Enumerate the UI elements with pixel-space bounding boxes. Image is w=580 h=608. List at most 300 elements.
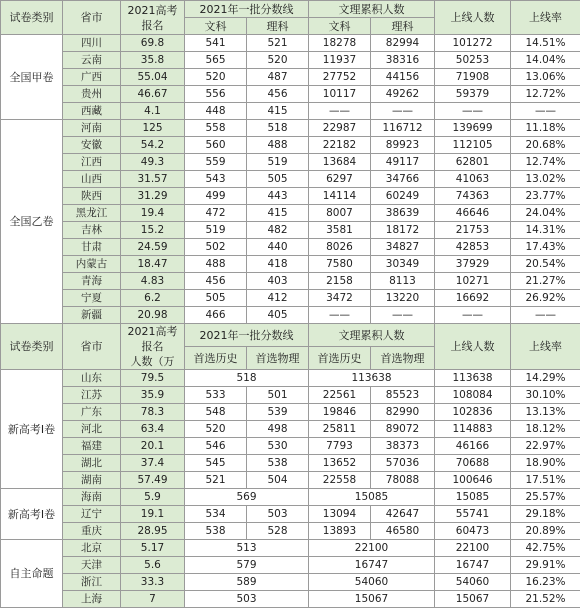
signup-cell: 69.8 xyxy=(121,35,185,52)
admitted-cell: 139699 xyxy=(435,120,511,137)
cutoff-wen-cell: 520 xyxy=(185,69,247,86)
header2-signup-line: 人数（万 xyxy=(121,354,184,369)
cum-li-cell: 49262 xyxy=(371,86,435,103)
province-cell: 北京 xyxy=(63,540,121,557)
cum-hist-cell: 22558 xyxy=(309,472,371,489)
cutoff-li-cell: 418 xyxy=(247,256,309,273)
table-row xyxy=(1,421,580,438)
signup-cell: 15.2 xyxy=(121,222,185,239)
rate-cell: 20.68% xyxy=(511,137,580,154)
cutoff-hist-cell: 545 xyxy=(185,455,247,472)
cutoff-hist-cell: 548 xyxy=(185,404,247,421)
table-row xyxy=(1,455,580,472)
rate-cell: 29.91% xyxy=(511,557,580,574)
signup-cell: 33.3 xyxy=(121,574,185,591)
cum-wen-cell: 8026 xyxy=(309,239,371,256)
cutoff-hist-cell: 520 xyxy=(185,421,247,438)
cutoff-li-cell: 505 xyxy=(247,171,309,188)
signup-cell: 20.1 xyxy=(121,438,185,455)
header2-cumulative: 文理累积人数 xyxy=(309,324,435,347)
group-label: 新高考I卷 xyxy=(1,489,63,540)
cutoff-phys-cell: 530 xyxy=(247,438,309,455)
cutoff-wen-cell: 519 xyxy=(185,222,247,239)
province-cell: 上海 xyxy=(63,591,121,608)
province-cell: 江苏 xyxy=(63,387,121,404)
header2-cutoff: 2021年一批分数线 xyxy=(185,324,309,347)
cutoff-phys-cell: 503 xyxy=(247,506,309,523)
admitted-cell: —— xyxy=(435,307,511,324)
signup-cell: 4.1 xyxy=(121,103,185,120)
cum-wen-cell: 2158 xyxy=(309,273,371,290)
province-cell: 浙江 xyxy=(63,574,121,591)
rate-cell: —— xyxy=(511,307,580,324)
table-row xyxy=(1,103,580,120)
province-cell: 山东 xyxy=(63,370,121,387)
cum-phys-cell: 82990 xyxy=(371,404,435,421)
rate-cell: 17.43% xyxy=(511,239,580,256)
table-row xyxy=(1,506,580,523)
cutoff-wen-cell: 543 xyxy=(185,171,247,188)
rate-cell: 14.31% xyxy=(511,222,580,239)
signup-cell: 7 xyxy=(121,591,185,608)
province-cell: 河北 xyxy=(63,421,121,438)
cum-wen-cell: —— xyxy=(309,103,371,120)
cum-hist-cell: 13094 xyxy=(309,506,371,523)
cum-wen-cell: 8007 xyxy=(309,205,371,222)
rate-cell: 42.75% xyxy=(511,540,580,557)
cutoff-phys-cell: 498 xyxy=(247,421,309,438)
cum-li-cell: —— xyxy=(371,103,435,120)
table-row xyxy=(1,290,580,307)
cum-phys-cell: 78088 xyxy=(371,472,435,489)
admitted-cell: 60473 xyxy=(435,523,511,540)
province-cell: 湖南 xyxy=(63,472,121,489)
table-row xyxy=(1,387,580,404)
cutoff-phys-cell: 539 xyxy=(247,404,309,421)
cum-li-cell: 89923 xyxy=(371,137,435,154)
province-cell: 重庆 xyxy=(63,523,121,540)
cutoff-hist-cell: 534 xyxy=(185,506,247,523)
header2-rate: 上线率 xyxy=(511,324,580,370)
table-row xyxy=(1,370,580,387)
group-label: 全国甲卷 xyxy=(1,35,63,120)
province-cell: 陕西 xyxy=(63,188,121,205)
admitted-cell: 50253 xyxy=(435,52,511,69)
cum-li-cell: 38639 xyxy=(371,205,435,222)
cutoff-li-cell: 415 xyxy=(247,205,309,222)
cutoff-wen-cell: 559 xyxy=(185,154,247,171)
table-row xyxy=(1,307,580,324)
table-row xyxy=(1,557,580,574)
cutoff-li-cell: 443 xyxy=(247,188,309,205)
cum-phys-cell: 42647 xyxy=(371,506,435,523)
cum-hist-cell: 7793 xyxy=(309,438,371,455)
admitted-cell: 15067 xyxy=(435,591,511,608)
header-cum-wen: 文科 xyxy=(309,18,371,35)
admitted-cell: 22100 xyxy=(435,540,511,557)
cutoff-phys-cell: 504 xyxy=(247,472,309,489)
cum-wen-cell: 10117 xyxy=(309,86,371,103)
cum-li-cell: 49117 xyxy=(371,154,435,171)
table-row xyxy=(1,69,580,86)
signup-cell: 5.9 xyxy=(121,489,185,506)
province-cell: 贵州 xyxy=(63,86,121,103)
cum-phys-cell: 57036 xyxy=(371,455,435,472)
cum-phys-cell: 38373 xyxy=(371,438,435,455)
admitted-cell: 46166 xyxy=(435,438,511,455)
rate-cell: 18.12% xyxy=(511,421,580,438)
cutoff-merged-cell: 579 xyxy=(185,557,309,574)
rate-cell: 13.13% xyxy=(511,404,580,421)
cutoff-merged-cell: 513 xyxy=(185,540,309,557)
admitted-cell: 112105 xyxy=(435,137,511,154)
header-cum-li: 理科 xyxy=(371,18,435,35)
cum-li-cell: —— xyxy=(371,307,435,324)
province-cell: 宁夏 xyxy=(63,290,121,307)
table-body xyxy=(1,1,580,608)
header-cutoff: 2021年一批分数线 xyxy=(185,1,309,18)
table-row xyxy=(1,86,580,103)
province-cell: 甘肃 xyxy=(63,239,121,256)
signup-cell: 5.17 xyxy=(121,540,185,557)
province-cell: 黑龙江 xyxy=(63,205,121,222)
cutoff-wen-cell: 456 xyxy=(185,273,247,290)
cutoff-wen-cell: 466 xyxy=(185,307,247,324)
cum-li-cell: 82994 xyxy=(371,35,435,52)
cutoff-merged-cell: 503 xyxy=(185,591,309,608)
cum-hist-cell: 19846 xyxy=(309,404,371,421)
table-row xyxy=(1,574,580,591)
cum-merged-cell: 22100 xyxy=(309,540,435,557)
admitted-cell: 46646 xyxy=(435,205,511,222)
cutoff-hist-cell: 533 xyxy=(185,387,247,404)
province-cell: 湖北 xyxy=(63,455,121,472)
table-row xyxy=(1,171,580,188)
cutoff-wen-cell: 505 xyxy=(185,290,247,307)
cutoff-phys-cell: 538 xyxy=(247,455,309,472)
cutoff-wen-cell: 560 xyxy=(185,137,247,154)
cum-wen-cell: 22182 xyxy=(309,137,371,154)
header-signup-line1: 2021高考 xyxy=(121,3,184,18)
cutoff-wen-cell: 556 xyxy=(185,86,247,103)
cutoff-li-cell: 521 xyxy=(247,35,309,52)
cum-li-cell: 18172 xyxy=(371,222,435,239)
header-cutoff-li: 理科 xyxy=(247,18,309,35)
signup-cell: 18.47 xyxy=(121,256,185,273)
signup-cell: 79.5 xyxy=(121,370,185,387)
cutoff-hist-cell: 546 xyxy=(185,438,247,455)
cutoff-hist-cell: 521 xyxy=(185,472,247,489)
admitted-cell: 41063 xyxy=(435,171,511,188)
province-cell: 青海 xyxy=(63,273,121,290)
table-row xyxy=(1,188,580,205)
cutoff-wen-cell: 502 xyxy=(185,239,247,256)
table-row xyxy=(1,205,580,222)
signup-cell: 46.67 xyxy=(121,86,185,103)
cum-li-cell: 30349 xyxy=(371,256,435,273)
table-row xyxy=(1,404,580,421)
cutoff-li-cell: 456 xyxy=(247,86,309,103)
cutoff-li-cell: 519 xyxy=(247,154,309,171)
signup-cell: 4.83 xyxy=(121,273,185,290)
cum-merged-cell: 15085 xyxy=(309,489,435,506)
admitted-cell: 59379 xyxy=(435,86,511,103)
signup-cell: 125 xyxy=(121,120,185,137)
cutoff-wen-cell: 565 xyxy=(185,52,247,69)
header2-cutoff-phys: 首选物理 xyxy=(247,347,309,370)
cum-wen-cell: 6297 xyxy=(309,171,371,188)
cum-merged-cell: 54060 xyxy=(309,574,435,591)
admitted-cell: 62801 xyxy=(435,154,511,171)
header-signup xyxy=(121,1,185,35)
cutoff-li-cell: 405 xyxy=(247,307,309,324)
signup-cell: 28.95 xyxy=(121,523,185,540)
admitted-cell: 55741 xyxy=(435,506,511,523)
cum-li-cell: 13220 xyxy=(371,290,435,307)
table-row xyxy=(1,137,580,154)
province-cell: 辽宁 xyxy=(63,506,121,523)
header2-cutoff-hist: 首选历史 xyxy=(185,347,247,370)
cum-li-cell: 34766 xyxy=(371,171,435,188)
province-cell: 江西 xyxy=(63,154,121,171)
table-row xyxy=(1,523,580,540)
cum-wen-cell: —— xyxy=(309,307,371,324)
header2-cum-hist: 首选历史 xyxy=(309,347,371,370)
table-row xyxy=(1,472,580,489)
rate-cell: 13.02% xyxy=(511,171,580,188)
signup-cell: 78.3 xyxy=(121,404,185,421)
rate-cell: 29.18% xyxy=(511,506,580,523)
cum-phys-cell: 85523 xyxy=(371,387,435,404)
province-cell: 山西 xyxy=(63,171,121,188)
cum-li-cell: 60249 xyxy=(371,188,435,205)
header-rate: 上线率 xyxy=(511,1,580,35)
signup-cell: 5.6 xyxy=(121,557,185,574)
province-cell: 河南 xyxy=(63,120,121,137)
header2-province: 省市 xyxy=(63,324,121,370)
cum-li-cell: 38316 xyxy=(371,52,435,69)
header2-signup-line: 2021高考 xyxy=(121,324,184,339)
cum-hist-cell: 13893 xyxy=(309,523,371,540)
header-row-2a xyxy=(1,324,580,347)
cutoff-li-cell: 412 xyxy=(247,290,309,307)
cum-li-cell: 44156 xyxy=(371,69,435,86)
table-row xyxy=(1,591,580,608)
province-cell: 安徽 xyxy=(63,137,121,154)
admitted-cell: 74363 xyxy=(435,188,511,205)
rate-cell: 22.97% xyxy=(511,438,580,455)
cutoff-phys-cell: 528 xyxy=(247,523,309,540)
province-cell: 新疆 xyxy=(63,307,121,324)
admitted-cell: 102836 xyxy=(435,404,511,421)
rate-cell: 21.27% xyxy=(511,273,580,290)
group-label: 全国乙卷 xyxy=(1,120,63,324)
province-cell: 广西 xyxy=(63,69,121,86)
signup-cell: 35.9 xyxy=(121,387,185,404)
cum-li-cell: 34827 xyxy=(371,239,435,256)
signup-cell: 37.4 xyxy=(121,455,185,472)
rate-cell: 25.57% xyxy=(511,489,580,506)
table-row xyxy=(1,120,580,137)
rate-cell: 21.52% xyxy=(511,591,580,608)
cutoff-wen-cell: 541 xyxy=(185,35,247,52)
province-cell: 海南 xyxy=(63,489,121,506)
cum-wen-cell: 27752 xyxy=(309,69,371,86)
admitted-cell: 108084 xyxy=(435,387,511,404)
province-cell: 福建 xyxy=(63,438,121,455)
cum-merged-cell: 113638 xyxy=(309,370,435,387)
admitted-cell: 54060 xyxy=(435,574,511,591)
cutoff-li-cell: 488 xyxy=(247,137,309,154)
admitted-cell: 70688 xyxy=(435,455,511,472)
rate-cell: 20.54% xyxy=(511,256,580,273)
admitted-cell: 42853 xyxy=(435,239,511,256)
cutoff-li-cell: 403 xyxy=(247,273,309,290)
header-province: 省市 xyxy=(63,1,121,35)
table-row xyxy=(1,222,580,239)
group-label: 新高考I卷 xyxy=(1,370,63,489)
header-admitted: 上线人数 xyxy=(435,1,511,35)
cutoff-li-cell: 440 xyxy=(247,239,309,256)
cutoff-phys-cell: 501 xyxy=(247,387,309,404)
rate-cell: 12.74% xyxy=(511,154,580,171)
cum-merged-cell: 15067 xyxy=(309,591,435,608)
header-type: 试卷类别 xyxy=(1,1,63,35)
admitted-cell: 37929 xyxy=(435,256,511,273)
admitted-cell: 71908 xyxy=(435,69,511,86)
cutoff-li-cell: 487 xyxy=(247,69,309,86)
cutoff-li-cell: 520 xyxy=(247,52,309,69)
header-cumulative: 文理累积人数 xyxy=(309,1,435,18)
header2-type: 试卷类别 xyxy=(1,324,63,370)
admitted-cell: 10271 xyxy=(435,273,511,290)
cutoff-li-cell: 518 xyxy=(247,120,309,137)
cutoff-li-cell: 482 xyxy=(247,222,309,239)
cum-wen-cell: 13684 xyxy=(309,154,371,171)
cum-wen-cell: 7580 xyxy=(309,256,371,273)
cum-phys-cell: 89072 xyxy=(371,421,435,438)
rate-cell: 12.72% xyxy=(511,86,580,103)
header-cutoff-wen: 文科 xyxy=(185,18,247,35)
admitted-cell: 114883 xyxy=(435,421,511,438)
signup-cell: 57.49 xyxy=(121,472,185,489)
signup-cell: 19.1 xyxy=(121,506,185,523)
table-row xyxy=(1,52,580,69)
cutoff-wen-cell: 488 xyxy=(185,256,247,273)
signup-cell: 31.57 xyxy=(121,171,185,188)
admitted-cell: —— xyxy=(435,103,511,120)
admitted-cell: 15085 xyxy=(435,489,511,506)
cum-hist-cell: 22561 xyxy=(309,387,371,404)
rate-cell: 23.77% xyxy=(511,188,580,205)
rate-cell: 18.90% xyxy=(511,455,580,472)
admitted-cell: 113638 xyxy=(435,370,511,387)
header2-signup xyxy=(121,324,185,370)
group-label: 自主命题 xyxy=(1,540,63,608)
province-cell: 吉林 xyxy=(63,222,121,239)
header2-cum-phys: 首选物理 xyxy=(371,347,435,370)
rate-cell: 13.06% xyxy=(511,69,580,86)
cutoff-merged-cell: 569 xyxy=(185,489,309,506)
admitted-cell: 21753 xyxy=(435,222,511,239)
rate-cell: 11.18% xyxy=(511,120,580,137)
header2-signup-line: 报名 xyxy=(121,339,184,354)
cum-wen-cell: 18278 xyxy=(309,35,371,52)
table-row xyxy=(1,239,580,256)
cum-wen-cell: 3581 xyxy=(309,222,371,239)
rate-cell: —— xyxy=(511,103,580,120)
cum-hist-cell: 13652 xyxy=(309,455,371,472)
signup-cell: 24.59 xyxy=(121,239,185,256)
header-signup-line2: 报名 xyxy=(121,18,184,33)
table-row xyxy=(1,35,580,52)
rate-cell: 17.51% xyxy=(511,472,580,489)
cum-wen-cell: 22987 xyxy=(309,120,371,137)
province-cell: 西藏 xyxy=(63,103,121,120)
cutoff-wen-cell: 448 xyxy=(185,103,247,120)
cutoff-li-cell: 415 xyxy=(247,103,309,120)
header-row-1a xyxy=(1,1,580,18)
cutoff-wen-cell: 558 xyxy=(185,120,247,137)
signup-cell: 49.3 xyxy=(121,154,185,171)
rate-cell: 20.89% xyxy=(511,523,580,540)
table-row xyxy=(1,256,580,273)
rate-cell: 16.23% xyxy=(511,574,580,591)
province-cell: 天津 xyxy=(63,557,121,574)
cum-phys-cell: 46580 xyxy=(371,523,435,540)
cum-wen-cell: 14114 xyxy=(309,188,371,205)
cum-wen-cell: 3472 xyxy=(309,290,371,307)
rate-cell: 30.10% xyxy=(511,387,580,404)
table-row xyxy=(1,489,580,506)
admitted-cell: 16747 xyxy=(435,557,511,574)
header2-admitted: 上线人数 xyxy=(435,324,511,370)
admitted-cell: 16692 xyxy=(435,290,511,307)
cum-li-cell: 8113 xyxy=(371,273,435,290)
rate-cell: 14.04% xyxy=(511,52,580,69)
signup-cell: 20.98 xyxy=(121,307,185,324)
cum-li-cell: 116712 xyxy=(371,120,435,137)
cutoff-merged-cell: 589 xyxy=(185,574,309,591)
table-row xyxy=(1,540,580,557)
cum-wen-cell: 11937 xyxy=(309,52,371,69)
cutoff-merged-cell: 518 xyxy=(185,370,309,387)
signup-cell: 31.29 xyxy=(121,188,185,205)
province-cell: 内蒙古 xyxy=(63,256,121,273)
table-row xyxy=(1,438,580,455)
cutoff-hist-cell: 538 xyxy=(185,523,247,540)
rate-cell: 14.51% xyxy=(511,35,580,52)
signup-cell: 63.4 xyxy=(121,421,185,438)
cum-hist-cell: 25811 xyxy=(309,421,371,438)
province-cell: 广东 xyxy=(63,404,121,421)
admitted-cell: 101272 xyxy=(435,35,511,52)
rate-cell: 26.92% xyxy=(511,290,580,307)
signup-cell: 19.4 xyxy=(121,205,185,222)
table-row xyxy=(1,154,580,171)
signup-cell: 55.04 xyxy=(121,69,185,86)
province-cell: 四川 xyxy=(63,35,121,52)
admitted-cell: 100646 xyxy=(435,472,511,489)
cutoff-wen-cell: 472 xyxy=(185,205,247,222)
signup-cell: 6.2 xyxy=(121,290,185,307)
signup-cell: 35.8 xyxy=(121,52,185,69)
province-cell: 云南 xyxy=(63,52,121,69)
cutoff-wen-cell: 499 xyxy=(185,188,247,205)
table-row xyxy=(1,273,580,290)
cum-merged-cell: 16747 xyxy=(309,557,435,574)
rate-cell: 24.04% xyxy=(511,205,580,222)
